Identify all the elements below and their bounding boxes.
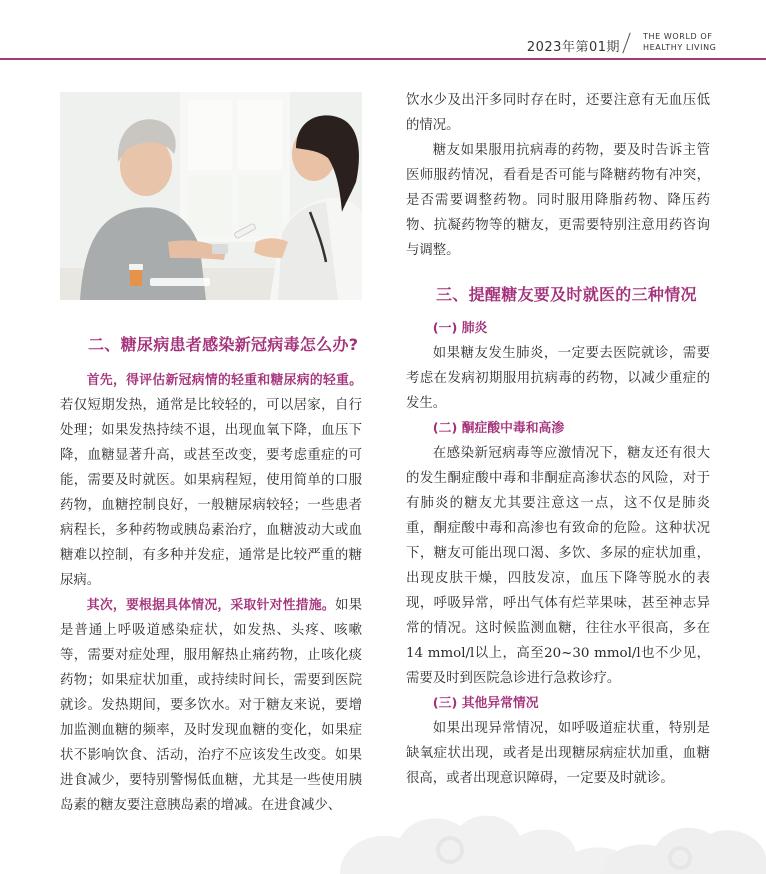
paragraph-text: 若仅短期发热，通常是比较轻的，可以居家，自行处理；如果发热持续不退，出现血氧下降，血压下降，血糖显著升高，或甚至改变，要考虑重症的可能，需要及时就医。如果病程短，使用简单的口服药物，血糖控制良好，一般糖尿病较轻；一些患者病程长，多种药物或胰岛素治疗，血糖波动大或血糖难以控制，有多种并发症，通常是比较严重的糖尿病。 [60, 398, 362, 588]
right-column-top [406, 88, 710, 263]
paragraph: 饮水少及出汗多同时存在时，还要注意有无血压低的情况。 [406, 93, 710, 133]
section-three-heading: 三、提醒糖友要及时就医的三种情况 [436, 285, 697, 304]
subheading-ketoacidosis: (二) 酮症酸中毒和高渗 [432, 421, 565, 436]
paragraph: 如果出现异常情况，如呼吸道症状重，特别是缺氧症状出现，或者是出现糖尿病症状加重，血糖很高，或者出现意识障碍，一定要及时就诊。 [406, 721, 710, 786]
photo-illustration [60, 92, 362, 300]
section-two-heading: 二、糖尿病患者感染新冠病毒怎么办? [88, 335, 359, 354]
left-column [60, 368, 362, 818]
paragraph [60, 593, 362, 818]
magazine-name-line1: THE WORLD OF [643, 32, 713, 41]
paragraph: 糖友如果服用抗病毒的药物，要及时告诉主管医师服药情况，看看是否可能与降糖药物有冲突，是否需要调整药物。同时服用降脂药物、降压药物、抗凝药物等的糖友，更需要特别注意用药咨询与调整。 [406, 143, 710, 258]
highlighted-lead: 首先，得评估新冠病情的轻重和糖尿病的轻重。 [86, 373, 362, 388]
doctor-patient-photo [60, 92, 362, 300]
magazine-name [643, 31, 716, 53]
paragraph: 如果糖友发生肺炎，一定要去医院就诊，需要考虑在发病初期服用抗病毒的药物，以减少重症的发生。 [406, 346, 710, 411]
paragraph: 在感染新冠病毒等应激情况下，糖友还有很大的发生酮症酸中毒和非酮症高渗状态的风险，对于有肺炎的糖友尤其要注意这一点，这不仅是肺炎重，酮症酸中毒和高渗也有致命的危险。这种状况下，糖友可能出现口渴、多饮、多尿的症状加重，出现皮肤干燥，四肢发凉，血压下降等脱水的表现，呼吸异常，呼出气体有烂苹果味，甚至神志异常的情况。这时候监测血糖，往往水平很高，多在14 mmol/l以上，高至20~30 mmol/l也不少见，需要及时到医院急诊进行急救诊疗。 [406, 446, 710, 686]
decorative-cloud-pattern [300, 806, 766, 874]
header-divider [622, 32, 630, 53]
magazine-name-line2: HEALTHY LIVING [643, 43, 717, 52]
issue-number: 2023年第01期 [526, 40, 620, 55]
paragraph [60, 368, 362, 593]
subheading-other: (三) 其他异常情况 [432, 696, 539, 711]
page-header [0, 0, 766, 58]
paragraph-text: 如果是普通上呼吸道感染症状，如发热、头疼、咳嗽等，需要对症处理，服用解热止痛药物，止咳化痰药物；如果症状加重，或持续时间长，需要到医院就诊。发热期间，要多饮水。对于糖友来说，要增加监测血糖的频率，及时发现血糖的变化，如果症状不影响饮食、活动，治疗不应该发生改变。如果进食减少，要特别警惕低血糖，尤其是一些使用胰岛素的糖友要注意胰岛素的增减。在进食减少、 [60, 598, 363, 813]
right-column-bottom [406, 316, 710, 791]
header-rule [0, 58, 766, 60]
subheading-pneumonia: (一) 肺炎 [432, 321, 488, 336]
highlighted-lead: 其次，要根据具体情况，采取针对性措施。 [86, 598, 335, 613]
